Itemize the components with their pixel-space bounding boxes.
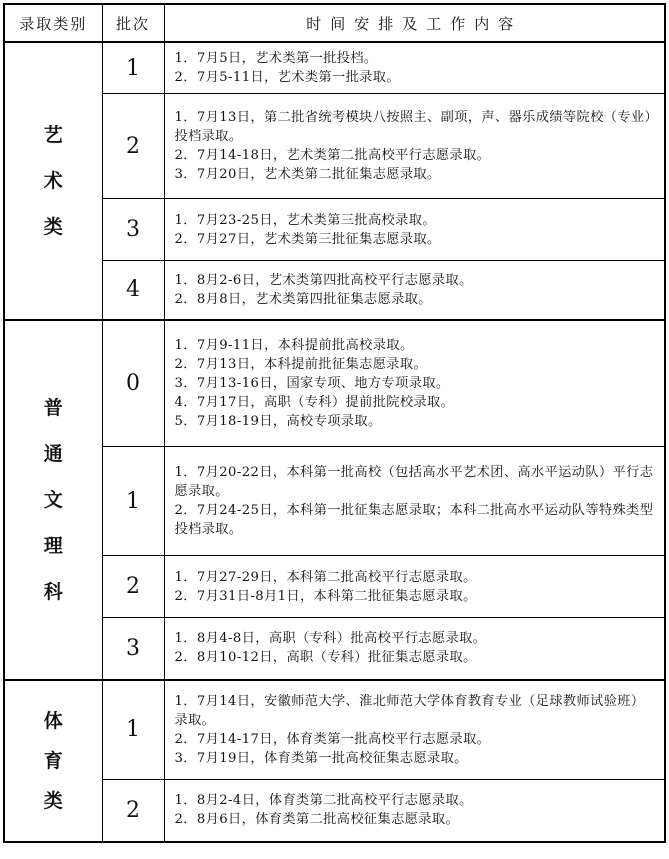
category-char: 体 [43,709,63,732]
table-row [4,556,665,618]
content-line: 2．7月13日，本科提前批征集志愿录取。 [174,356,428,372]
category-char: 普 [43,396,63,419]
content-line: 2．7月5-11日，艺术类第一批录取。 [174,70,400,85]
header-category: 录取类别 [4,4,102,42]
content-line: 2．8月8日，艺术类第四批征集志愿录取。 [174,291,432,307]
batch-number: 1 [102,680,164,780]
content-line: 1．8月2-4日，体育类第二批高校平行志愿录取。 [174,793,473,809]
batch-content [164,261,665,320]
table-row [4,680,665,780]
batch-number: 3 [102,199,164,261]
batch-number: 2 [102,94,164,199]
batch-number: 0 [102,320,164,447]
content-line: 1．8月4-8日，高职（专科）批高校平行志愿录取。 [174,631,487,647]
batch-number: 1 [102,42,164,94]
content-line: 2．8月6日，体育类第二批高校征集志愿录取。 [174,812,460,828]
table-row [4,261,665,320]
category-char: 术 [43,169,63,192]
header-content: 时间安排及工作内容 [164,4,665,42]
content-line: 1．7月13日，第二批省统考模块八按照主、副项，声、器乐成绩等院校（专业）投档录取。 [174,110,652,144]
batch-number: 4 [102,261,164,320]
category-general [4,320,102,680]
batch-content [164,199,665,261]
category-char: 类 [43,789,63,812]
batch-number: 3 [102,618,164,680]
table-row [4,447,665,556]
table-row [4,199,665,261]
content-line: 1．7月5日，艺术类第一批投档。 [174,51,378,66]
category-char: 理 [43,534,63,557]
table-row [4,42,665,94]
content-line: 5．7月18-19日，高校专项录取。 [174,413,382,429]
batch-content [164,320,665,447]
batch-content [164,680,665,780]
content-line: 2．7月14-17日，体育类第一批高校平行志愿录取。 [174,731,491,747]
table-row [4,320,665,447]
category-sports [4,680,102,842]
category-char: 科 [43,580,63,603]
category-art [4,42,102,320]
category-char: 类 [43,215,63,238]
content-line: 1．7月14日，安徽师范大学、淮北师范大学体育教育专业（足球教师试验班）录取。 [174,693,645,728]
batch-content [164,94,665,199]
table-row [4,618,665,680]
batch-content [164,780,665,842]
content-line: 1．7月20-22日，本科第一批高校（包括高水平艺术团、高水平运动队）平行志愿录取。 [174,465,654,499]
batch-content [164,447,665,556]
header-row [4,4,665,42]
content-line: 4．7月17日，高职（专科）提前批院校录取。 [174,394,455,410]
table-row [4,94,665,199]
content-line: 1．7月27-29日，本科第二批高校平行志愿录取。 [174,569,477,585]
content-line: 1．8月2-6日，艺术类第四批高校平行志愿录取。 [174,272,473,288]
admission-schedule-table [3,3,666,843]
content-line: 2．7月31日-8月1日，本科第二批征集志愿录取。 [174,588,477,604]
category-char: 艺 [43,123,63,146]
category-char: 文 [43,488,63,511]
batch-number: 2 [102,780,164,842]
content-line: 2．7月24-25日，本科第一批征集志愿录取；本科二批高水平运动队等特殊类型投档录取。 [174,503,654,537]
batch-content [164,618,665,680]
category-char: 育 [43,749,63,772]
batch-content [164,556,665,618]
batch-content [164,42,665,94]
header-batch: 批次 [102,4,164,42]
batch-number: 1 [102,447,164,556]
content-line: 2．7月14-18日，艺术类第二批高校平行志愿录取。 [174,148,491,163]
content-line: 2．8月10-12日，高职（专科）批征集志愿录取。 [174,650,477,666]
category-char: 通 [43,442,63,465]
content-line: 3．7月20日，艺术类第二批征集志愿录取。 [174,167,441,182]
content-line: 1．7月23-25日，艺术类第三批高校录取。 [174,212,436,228]
content-line: 3．7月13-16日，国家专项、地方专项录取。 [174,375,450,391]
content-line: 3．7月19日，体育类第一批高校征集志愿录取。 [174,750,468,766]
table-row [4,780,665,842]
content-line: 2．7月27日，艺术类第三批征集志愿录取。 [174,231,441,247]
content-line: 1．7月9-11日，本科提前批高校录取。 [174,337,414,353]
batch-number: 2 [102,556,164,618]
